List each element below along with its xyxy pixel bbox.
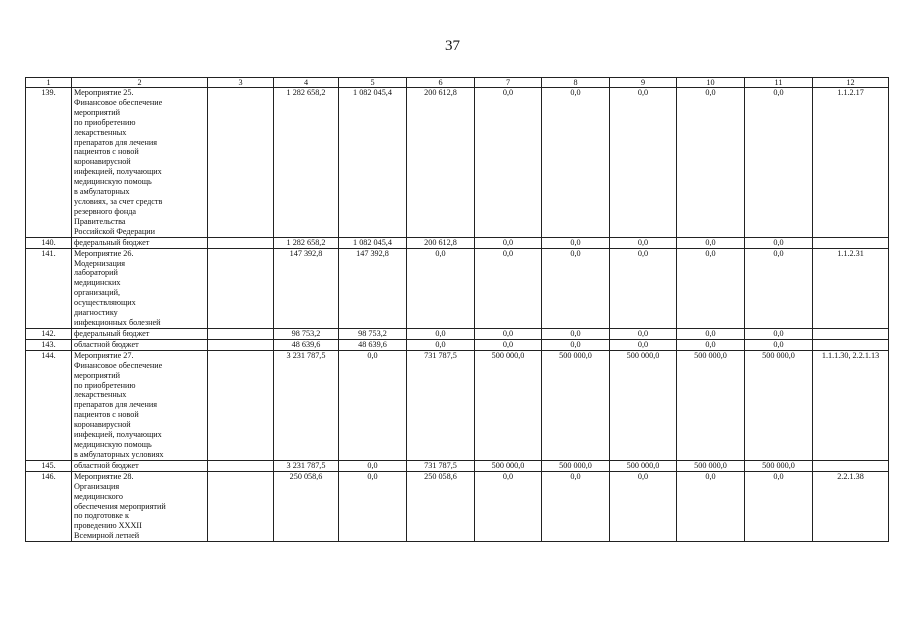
col-3-cell bbox=[208, 237, 274, 248]
col-9-cell: 0,0 bbox=[610, 471, 677, 541]
col-6-cell: 0,0 bbox=[407, 328, 475, 339]
col-12-cell: 1.1.2.31 bbox=[813, 248, 889, 328]
table-body bbox=[26, 88, 889, 542]
column-header: 1 bbox=[26, 78, 72, 88]
col-6-cell: 250 058,6 bbox=[407, 471, 475, 541]
col-10-cell: 0,0 bbox=[677, 88, 745, 238]
col-9-cell: 500 000,0 bbox=[610, 350, 677, 460]
col-7-cell: 500 000,0 bbox=[475, 350, 542, 460]
col-8-cell: 0,0 bbox=[542, 248, 610, 328]
col-12-cell: 2.2.1.38 bbox=[813, 471, 889, 541]
item-name-cell: федеральный бюджет bbox=[72, 237, 208, 248]
column-header: 11 bbox=[745, 78, 813, 88]
row-number-cell: 141. bbox=[26, 248, 72, 328]
column-header: 6 bbox=[407, 78, 475, 88]
item-name-cell: областной бюджет bbox=[72, 460, 208, 471]
col-12-cell bbox=[813, 328, 889, 339]
column-header: 4 bbox=[274, 78, 339, 88]
col-10-cell: 0,0 bbox=[677, 237, 745, 248]
col-6-cell: 731 787,5 bbox=[407, 350, 475, 460]
col-12-cell bbox=[813, 237, 889, 248]
col-9-cell: 0,0 bbox=[610, 328, 677, 339]
item-name-cell: Мероприятие 26. Модернизация лабораторий медицинских организаций, осуществляющих диагностику инфекционных болезней bbox=[72, 248, 208, 328]
item-name-cell: Мероприятие 28. Организация медицинского обеспечения мероприятий по подготовке к проведению XXXII Всемирной летней bbox=[72, 471, 208, 541]
header-row bbox=[26, 78, 889, 88]
col-4-cell: 1 282 658,2 bbox=[274, 237, 339, 248]
col-4-cell: 48 639,6 bbox=[274, 339, 339, 350]
col-11-cell: 0,0 bbox=[745, 471, 813, 541]
row-number-cell: 142. bbox=[26, 328, 72, 339]
col-11-cell: 0,0 bbox=[745, 328, 813, 339]
col-8-cell: 0,0 bbox=[542, 339, 610, 350]
col-5-cell: 0,0 bbox=[339, 460, 407, 471]
table-row bbox=[26, 328, 889, 339]
col-10-cell: 500 000,0 bbox=[677, 460, 745, 471]
column-header: 9 bbox=[610, 78, 677, 88]
col-6-cell: 200 612,8 bbox=[407, 237, 475, 248]
table-row bbox=[26, 471, 889, 541]
budget-table bbox=[25, 77, 889, 542]
col-4-cell: 98 753,2 bbox=[274, 328, 339, 339]
column-header: 10 bbox=[677, 78, 745, 88]
col-6-cell: 0,0 bbox=[407, 248, 475, 328]
col-4-cell: 3 231 787,5 bbox=[274, 460, 339, 471]
col-8-cell: 0,0 bbox=[542, 88, 610, 238]
col-6-cell: 200 612,8 bbox=[407, 88, 475, 238]
col-5-cell: 48 639,6 bbox=[339, 339, 407, 350]
row-number-cell: 143. bbox=[26, 339, 72, 350]
col-5-cell: 0,0 bbox=[339, 350, 407, 460]
col-11-cell: 500 000,0 bbox=[745, 460, 813, 471]
col-11-cell: 0,0 bbox=[745, 88, 813, 238]
page-number: 37 bbox=[445, 38, 460, 54]
col-3-cell bbox=[208, 460, 274, 471]
item-name-cell: Мероприятие 25. Финансовое обеспечение мероприятий по приобретению лекарственных препаратов для лечения пациентов с новой коронавирусной инфекцией, получающих медицинскую помощь в амбулаторных условиях, за счет средств резервного фонда Правительства Российской Федерации bbox=[72, 88, 208, 238]
col-12-cell bbox=[813, 339, 889, 350]
row-number-cell: 146. bbox=[26, 471, 72, 541]
col-7-cell: 0,0 bbox=[475, 88, 542, 238]
col-7-cell: 0,0 bbox=[475, 237, 542, 248]
col-10-cell: 0,0 bbox=[677, 248, 745, 328]
col-7-cell: 0,0 bbox=[475, 248, 542, 328]
row-number-cell: 140. bbox=[26, 237, 72, 248]
col-11-cell: 0,0 bbox=[745, 237, 813, 248]
col-8-cell: 0,0 bbox=[542, 471, 610, 541]
col-8-cell: 500 000,0 bbox=[542, 350, 610, 460]
col-5-cell: 0,0 bbox=[339, 471, 407, 541]
column-header: 2 bbox=[72, 78, 208, 88]
col-3-cell bbox=[208, 88, 274, 238]
col-3-cell bbox=[208, 350, 274, 460]
column-header: 3 bbox=[208, 78, 274, 88]
col-11-cell: 500 000,0 bbox=[745, 350, 813, 460]
col-10-cell: 0,0 bbox=[677, 339, 745, 350]
col-10-cell: 0,0 bbox=[677, 328, 745, 339]
col-3-cell bbox=[208, 471, 274, 541]
col-3-cell bbox=[208, 339, 274, 350]
row-number-cell: 145. bbox=[26, 460, 72, 471]
table-row bbox=[26, 350, 889, 460]
column-header: 7 bbox=[475, 78, 542, 88]
table-row bbox=[26, 88, 889, 238]
col-8-cell: 500 000,0 bbox=[542, 460, 610, 471]
column-header: 8 bbox=[542, 78, 610, 88]
col-6-cell: 0,0 bbox=[407, 339, 475, 350]
table-row bbox=[26, 460, 889, 471]
col-3-cell bbox=[208, 248, 274, 328]
col-10-cell: 500 000,0 bbox=[677, 350, 745, 460]
col-7-cell: 0,0 bbox=[475, 471, 542, 541]
table-row bbox=[26, 339, 889, 350]
col-5-cell: 98 753,2 bbox=[339, 328, 407, 339]
col-9-cell: 0,0 bbox=[610, 88, 677, 238]
item-name-cell: областной бюджет bbox=[72, 339, 208, 350]
col-5-cell: 1 082 045,4 bbox=[339, 237, 407, 248]
col-4-cell: 250 058,6 bbox=[274, 471, 339, 541]
col-8-cell: 0,0 bbox=[542, 328, 610, 339]
item-name-cell: Мероприятие 27. Финансовое обеспечение мероприятий по приобретению лекарственных препаратов для лечения пациентов с новой коронавирусной инфекцией, получающих медицинскую помощь в амбулаторных условиях bbox=[72, 350, 208, 460]
table-row bbox=[26, 248, 889, 328]
column-header: 12 bbox=[813, 78, 889, 88]
col-6-cell: 731 787,5 bbox=[407, 460, 475, 471]
col-9-cell: 0,0 bbox=[610, 248, 677, 328]
col-7-cell: 0,0 bbox=[475, 328, 542, 339]
col-12-cell: 1.1.1.30, 2.2.1.13 bbox=[813, 350, 889, 460]
col-4-cell: 1 282 658,2 bbox=[274, 88, 339, 238]
col-7-cell: 0,0 bbox=[475, 339, 542, 350]
row-number-cell: 144. bbox=[26, 350, 72, 460]
col-5-cell: 147 392,8 bbox=[339, 248, 407, 328]
col-10-cell: 0,0 bbox=[677, 471, 745, 541]
row-number-cell: 139. bbox=[26, 88, 72, 238]
table-row bbox=[26, 237, 889, 248]
col-8-cell: 0,0 bbox=[542, 237, 610, 248]
col-9-cell: 0,0 bbox=[610, 237, 677, 248]
col-12-cell bbox=[813, 460, 889, 471]
col-3-cell bbox=[208, 328, 274, 339]
col-7-cell: 500 000,0 bbox=[475, 460, 542, 471]
col-12-cell: 1.1.2.17 bbox=[813, 88, 889, 238]
col-11-cell: 0,0 bbox=[745, 339, 813, 350]
col-9-cell: 0,0 bbox=[610, 339, 677, 350]
col-5-cell: 1 082 045,4 bbox=[339, 88, 407, 238]
item-name-cell: федеральный бюджет bbox=[72, 328, 208, 339]
col-9-cell: 500 000,0 bbox=[610, 460, 677, 471]
col-4-cell: 3 231 787,5 bbox=[274, 350, 339, 460]
col-11-cell: 0,0 bbox=[745, 248, 813, 328]
col-4-cell: 147 392,8 bbox=[274, 248, 339, 328]
column-header: 5 bbox=[339, 78, 407, 88]
